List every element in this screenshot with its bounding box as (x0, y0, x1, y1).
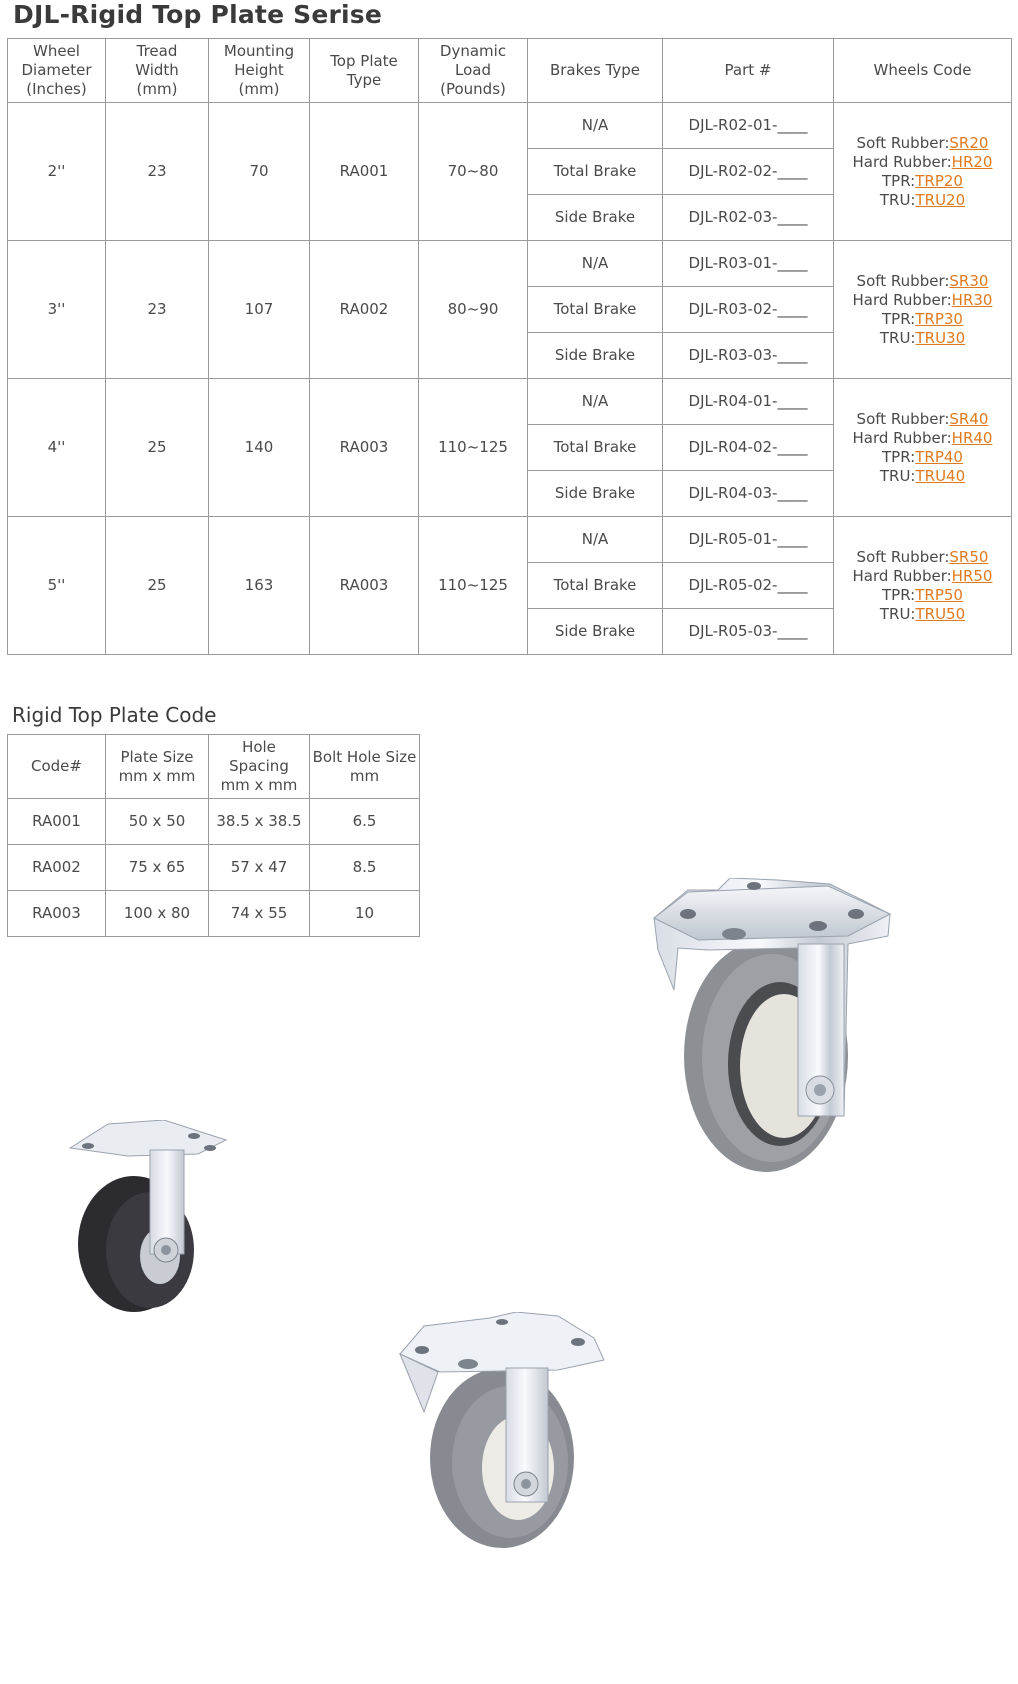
spec-table (7, 38, 1012, 655)
mounting-height-cell: 140 (209, 379, 310, 517)
header-dynamic-load: Dynamic Load (Pounds) (419, 39, 528, 103)
wheel-code-link[interactable]: TRU40 (915, 466, 966, 485)
wheel-material-line (834, 448, 1011, 467)
brakes-type-cell: N/A (528, 517, 663, 563)
header-code: Code# (8, 735, 106, 799)
part-number-cell: DJL-R03-01-____ (663, 241, 834, 287)
header-mounting-height: Mounting Height (mm) (209, 39, 310, 103)
spec-table-body (8, 103, 1012, 655)
material-label: TRU: (879, 328, 916, 347)
header-bolt-hole-size: Bolt Hole Size mm (310, 735, 420, 799)
wheel-diameter-cell: 5'' (8, 517, 106, 655)
brakes-type-cell: Total Brake (528, 287, 663, 333)
wheel-code-link[interactable]: TRP20 (915, 171, 963, 190)
material-label: TPR: (882, 585, 916, 604)
wheel-code-link[interactable]: TRP30 (915, 309, 963, 328)
material-label: Soft Rubber: (856, 547, 950, 566)
wheel-code-link[interactable]: SR50 (949, 547, 989, 566)
material-label: Soft Rubber: (856, 133, 950, 152)
wheel-diameter-cell: 2'' (8, 103, 106, 241)
material-label: TPR: (882, 309, 916, 328)
hole-spacing-cell: 38.5 x 38.5 (209, 799, 310, 845)
header-tread-width: Tread Width (mm) (106, 39, 209, 103)
part-number-cell: DJL-R03-03-____ (663, 333, 834, 379)
brakes-type-cell: Side Brake (528, 609, 663, 655)
top-plate-type-cell: RA002 (310, 241, 419, 379)
brakes-type-cell: Side Brake (528, 195, 663, 241)
wheel-code-link[interactable]: TRP50 (915, 585, 963, 604)
dynamic-load-cell: 110~125 (419, 517, 528, 655)
spec-table-header-row (8, 39, 1012, 103)
wheel-material-line (834, 291, 1011, 310)
header-part-number: Part # (663, 39, 834, 103)
material-label: Hard Rubber: (852, 428, 952, 447)
wheels-code-cell (834, 517, 1012, 655)
wheel-code-link[interactable]: SR30 (949, 271, 989, 290)
material-label: TRU: (879, 190, 916, 209)
table-row (8, 799, 420, 845)
wheel-material-line (834, 153, 1011, 172)
material-label: TRU: (879, 604, 916, 623)
tread-width-cell: 23 (106, 241, 209, 379)
part-number-cell: DJL-R04-01-____ (663, 379, 834, 425)
wheel-material-line (834, 272, 1011, 291)
bolt-hole-size-cell: 10 (310, 891, 420, 937)
brakes-type-cell: Total Brake (528, 563, 663, 609)
code-cell: RA003 (8, 891, 106, 937)
code-cell: RA001 (8, 799, 106, 845)
wheel-code-link[interactable]: HR40 (951, 428, 993, 447)
wheel-code-link[interactable]: HR20 (951, 152, 993, 171)
part-number-cell: DJL-R05-03-____ (663, 609, 834, 655)
hole-spacing-cell: 74 x 55 (209, 891, 310, 937)
header-plate-size: Plate Size mm x mm (106, 735, 209, 799)
material-label: Hard Rubber: (852, 566, 952, 585)
dynamic-load-cell: 70~80 (419, 103, 528, 241)
wheel-material-line (834, 467, 1011, 486)
tread-width-cell: 23 (106, 103, 209, 241)
wheel-code-link[interactable]: TRU50 (915, 604, 966, 623)
part-number-cell: DJL-R05-01-____ (663, 517, 834, 563)
dynamic-load-cell: 80~90 (419, 241, 528, 379)
wheel-material-line (834, 605, 1011, 624)
wheel-material-line (834, 310, 1011, 329)
dynamic-load-cell: 110~125 (419, 379, 528, 517)
header-wheels-code: Wheels Code (834, 39, 1012, 103)
brakes-type-cell: N/A (528, 379, 663, 425)
wheel-material-line (834, 329, 1011, 348)
wheels-code-cell (834, 379, 1012, 517)
wheel-material-line (834, 548, 1011, 567)
wheel-diameter-cell: 3'' (8, 241, 106, 379)
table-row (8, 845, 420, 891)
header-wheel-diameter: Wheel Diameter (Inches) (8, 39, 106, 103)
top-plate-type-cell: RA003 (310, 379, 419, 517)
wheel-code-link[interactable]: TRP40 (915, 447, 963, 466)
table-row (8, 891, 420, 937)
tread-width-cell: 25 (106, 517, 209, 655)
part-number-cell: DJL-R02-02-____ (663, 149, 834, 195)
hole-spacing-cell: 57 x 47 (209, 845, 310, 891)
material-label: Soft Rubber: (856, 409, 950, 428)
material-label: Hard Rubber: (852, 290, 952, 309)
part-number-cell: DJL-R03-02-____ (663, 287, 834, 333)
mounting-height-cell: 107 (209, 241, 310, 379)
material-label: Hard Rubber: (852, 152, 952, 171)
part-number-cell: DJL-R02-03-____ (663, 195, 834, 241)
material-label: TPR: (882, 447, 916, 466)
wheel-material-line (834, 172, 1011, 191)
brakes-type-cell: N/A (528, 241, 663, 287)
table-row (8, 103, 1012, 149)
bolt-hole-size-cell: 6.5 (310, 799, 420, 845)
caster-photo-large-grey (648, 878, 900, 1182)
plate-code-table (7, 734, 420, 937)
wheel-code-link[interactable]: SR40 (949, 409, 989, 428)
caster-photo-small-black (68, 1120, 232, 1316)
part-number-cell: DJL-R05-02-____ (663, 563, 834, 609)
header-hole-spacing: Hole Spacing mm x mm (209, 735, 310, 799)
plate-code-table-body (8, 799, 420, 937)
part-number-cell: DJL-R04-02-____ (663, 425, 834, 471)
brakes-type-cell: N/A (528, 103, 663, 149)
table-row (8, 241, 1012, 287)
bolt-hole-size-cell: 8.5 (310, 845, 420, 891)
plate-size-cell: 100 x 80 (106, 891, 209, 937)
wheel-code-link[interactable]: TRU30 (915, 328, 966, 347)
plate-code-header-row (8, 735, 420, 799)
wheel-code-link[interactable]: SR20 (949, 133, 989, 152)
brakes-type-cell: Total Brake (528, 149, 663, 195)
mounting-height-cell: 163 (209, 517, 310, 655)
header-brakes-type: Brakes Type (528, 39, 663, 103)
top-plate-type-cell: RA001 (310, 103, 419, 241)
wheel-material-line (834, 586, 1011, 605)
wheel-diameter-cell: 4'' (8, 379, 106, 517)
wheels-code-cell (834, 103, 1012, 241)
plate-code-title: Rigid Top Plate Code (12, 703, 217, 727)
header-top-plate-type: Top Plate Type (310, 39, 419, 103)
plate-size-cell: 75 x 65 (106, 845, 209, 891)
part-number-cell: DJL-R04-03-____ (663, 471, 834, 517)
wheel-code-link[interactable]: HR30 (951, 290, 993, 309)
material-label: Soft Rubber: (856, 271, 950, 290)
wheel-code-link[interactable]: TRU20 (915, 190, 966, 209)
wheels-code-cell (834, 241, 1012, 379)
caster-photo-medium-grey (398, 1312, 610, 1550)
plate-size-cell: 50 x 50 (106, 799, 209, 845)
table-row (8, 379, 1012, 425)
wheel-material-line (834, 567, 1011, 586)
wheel-material-line (834, 429, 1011, 448)
wheel-material-line (834, 410, 1011, 429)
wheel-material-line (834, 191, 1011, 210)
part-number-cell: DJL-R02-01-____ (663, 103, 834, 149)
material-label: TRU: (879, 466, 916, 485)
tread-width-cell: 25 (106, 379, 209, 517)
mounting-height-cell: 70 (209, 103, 310, 241)
wheel-material-line (834, 134, 1011, 153)
material-label: TPR: (882, 171, 916, 190)
wheel-code-link[interactable]: HR50 (951, 566, 993, 585)
brakes-type-cell: Total Brake (528, 425, 663, 471)
top-plate-type-cell: RA003 (310, 517, 419, 655)
brakes-type-cell: Side Brake (528, 471, 663, 517)
brakes-type-cell: Side Brake (528, 333, 663, 379)
table-row (8, 517, 1012, 563)
page-title: DJL-Rigid Top Plate Serise (13, 0, 383, 29)
code-cell: RA002 (8, 845, 106, 891)
